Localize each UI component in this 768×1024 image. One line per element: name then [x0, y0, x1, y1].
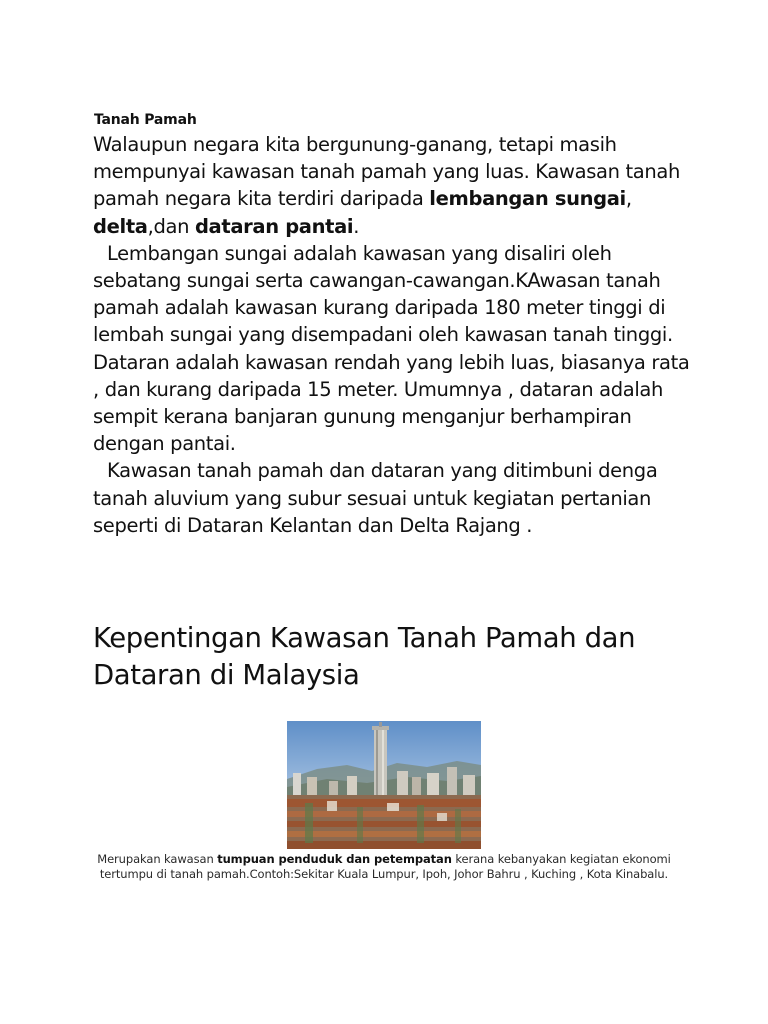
city-skyline-image	[287, 721, 481, 849]
term-lembangan-sungai: lembangan sungai	[429, 187, 626, 211]
intro-text-3: ,dan	[147, 214, 195, 238]
paragraph-intro	[93, 131, 693, 240]
aluvium-text: Kawasan tanah pamah dan dataran yang ditimbuni denga tanah aluvium yang subur sesuai untuk kegiatan pertanian seperti di Dataran Kelantan dan Delta Rajang .	[93, 459, 658, 537]
caption-text-1: Merupakan kawasan	[97, 852, 218, 866]
city-skyline-photo	[287, 721, 481, 849]
caption-emphasis: tumpuan penduduk dan petempatan	[217, 852, 452, 866]
lembangan-text: Lembangan sungai adalah kawasan yang disaliri oleh sebatang sungai serta cawangan-cawangan.KAwasan tanah pamah adalah kawasan kurang daripada 180 meter tinggi di lembah sungai yang disempadani oleh kawasan tanah tinggi. Dataran adalah kawasan rendah yang lebih luas, biasanya rata , dan kurang daripada 15 meter. Umumnya , dataran adalah sempit kerana banjaran gunung menganjur berhampiran dengan pantai.	[93, 241, 690, 456]
photo-caption	[90, 852, 678, 881]
paragraph-lembangan	[93, 240, 693, 458]
paragraph-aluvium	[93, 457, 693, 539]
body-text	[93, 131, 693, 539]
subheading-tanah-pamah: Tanah Pamah	[94, 112, 197, 128]
intro-text-1: Walaupun negara kita bergunung-ganang, tetapi masih mempunyai kawasan tanah pamah yang luas. Kawasan tanah pamah negara kita terdiri daripada	[93, 133, 680, 211]
term-delta: delta	[93, 214, 148, 238]
term-dataran-pantai: dataran pantai	[194, 214, 354, 238]
intro-text-2: ,	[625, 187, 632, 211]
caption-text-2: kerana kebanyakan kegiatan ekonomi tertumpu di tanah pamah.Contoh:Sekitar Kuala Lumpur, Ipoh, Johor Bahru , Kuching , Kota Kinabalu.	[99, 852, 671, 881]
intro-text-4: .	[353, 214, 360, 238]
section-title: Kepentingan Kawasan Tanah Pamah dan Dataran di Malaysia	[93, 622, 636, 691]
